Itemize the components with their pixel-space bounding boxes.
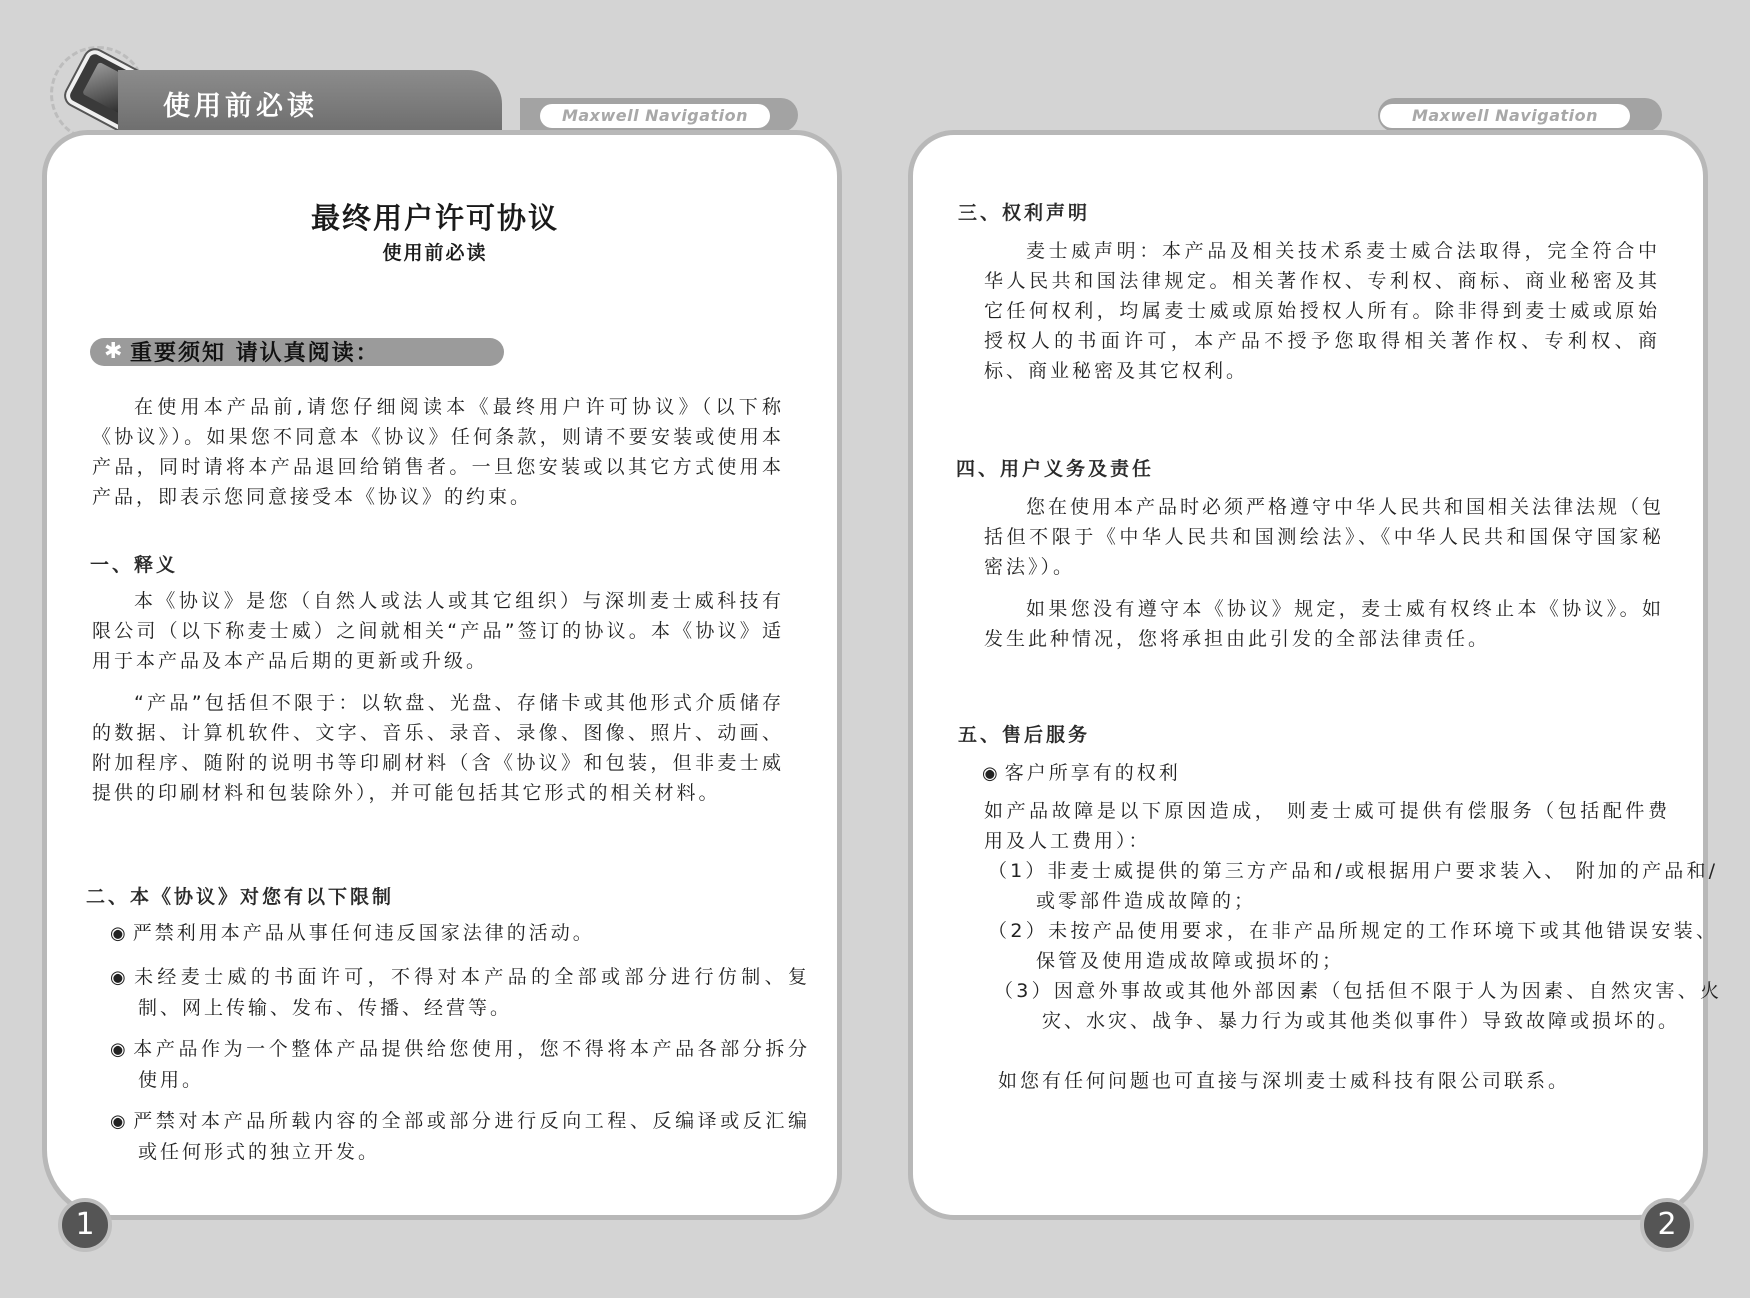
list-item: （1）非麦士威提供的第三方产品和/或根据用户要求装入、 附加的产品和/或零部件造成故障的； — [988, 860, 1718, 912]
list-item: ◉ 本产品作为一个整体产品提供给您使用，您不得将本产品各部分拆分使用。 — [110, 1038, 810, 1091]
section1-paragraph2: “产品”包括但不限于：以软盘、光盘、存储卡或其他形式介质储存的数据、计算机软件、文字、音乐、录音、录像、图像、照片、动画、附加程序、随附的说明书等印刷材料（含《协议》和包装，但非麦士威提供的印刷材料和包装除外），并可能包括其它形式的相关材料。 — [92, 692, 784, 804]
section4-heading: 四、用户义务及责任 — [956, 458, 1155, 480]
bullet-icon: ◉ — [982, 763, 1001, 784]
list-item: （2）未按产品使用要求，在非产品所规定的工作环境下或其他错误安装、保管及使用造成故障或损坏的； — [988, 920, 1718, 972]
section-title: 使用前必读 — [163, 91, 318, 122]
section4-paragraph1: 您在使用本产品时必须严格遵守中华人民共和国相关法律法规（包括但不限于《中华人民共和国测绘法》、《中华人民共和国保守国家秘密法》）。 — [984, 496, 1665, 578]
page-number-1: 1 — [58, 1198, 112, 1252]
section1-heading: 一、释义 — [90, 554, 179, 576]
list-item: （3）因意外事故或其他外部因素（包括但不限于人为因素、自然灾害、火灾、水灾、战争、暴力行为或其他类似事件）导致故障或损坏的。 — [994, 980, 1722, 1032]
page-number-2: 2 — [1640, 1198, 1694, 1252]
section4-paragraph2: 如果您没有遵守本《协议》规定，麦士威有权终止本《协议》。如发生此种情况，您将承担由此引发的全部法律责任。 — [984, 598, 1664, 650]
section3-heading: 三、权利声明 — [958, 202, 1091, 224]
intro-paragraph: 在使用本产品前,请您仔细阅读本《最终用户许可协议》（以下称《协议》）。如果您不同意本《协议》任何条款，则请不要安装或使用本产品，同时请将本产品退回给销售者。一旦您安装或以其它方式使用本产品，即表示您同意接受本《协议》的约束。 — [92, 396, 784, 508]
document-subtitle: 使用前必读 — [382, 242, 488, 264]
section3-paragraph: 麦士威声明：本产品及相关技术系麦士威合法取得，完全符合中华人民共和国法律规定。相关著作权、专利权、商标、商业秘密及其它任何权利，均属麦士威或原始授权人所有。除非得到麦士威或原始授权人的书面许可，本产品不授予您取得相关著作权、专利权、商标、商业秘密及其它权利。 — [984, 240, 1660, 382]
notice-text: 重要须知 请认真阅读： — [130, 341, 380, 366]
document-title: 最终用户许可协议 — [310, 201, 559, 235]
list-item: ◉ 严禁利用本产品从事任何违反国家法律的活动。 — [110, 922, 595, 944]
brand-logo-right: Maxwell Navigation — [1380, 104, 1630, 128]
bullet-icon: ◉ — [110, 1111, 130, 1132]
bullet-icon: ◉ — [110, 923, 129, 944]
contact-line: 如您有任何问题也可直接与深圳麦士威科技有限公司联系。 — [998, 1070, 1571, 1092]
bullet-icon: ◉ — [110, 967, 131, 988]
section5-intro: 如产品故障是以下原因造成， 则麦士威可提供有偿服务（包括配件费用及人工费用）： — [984, 800, 1670, 852]
bullet-icon: ◉ — [110, 1039, 130, 1060]
section1-paragraph1: 本《协议》是您（自然人或法人或其它组织）与深圳麦士威科技有限公司（以下称麦士威）之间就相关“产品”签订的协议。本《协议》适用于本产品及本产品后期的更新或升级。 — [92, 590, 784, 672]
brand-logo-left: Maxwell Navigation — [540, 104, 770, 128]
section5-subheading: ◉ 客户所享有的权利 — [982, 762, 1181, 784]
list-item: ◉ 严禁对本产品所载内容的全部或部分进行反向工程、反编译或反汇编或任何形式的独立开发。 — [110, 1110, 810, 1163]
asterisk-icon: ✱ — [104, 339, 123, 364]
section5-heading: 五、售后服务 — [958, 724, 1091, 746]
section2-heading: 二、本《协议》对您有以下限制 — [86, 886, 395, 908]
list-item: ◉ 未经麦士威的书面许可，不得对本产品的全部或部分进行仿制、复制、网上传输、发布、传播、经营等。 — [110, 966, 810, 1019]
